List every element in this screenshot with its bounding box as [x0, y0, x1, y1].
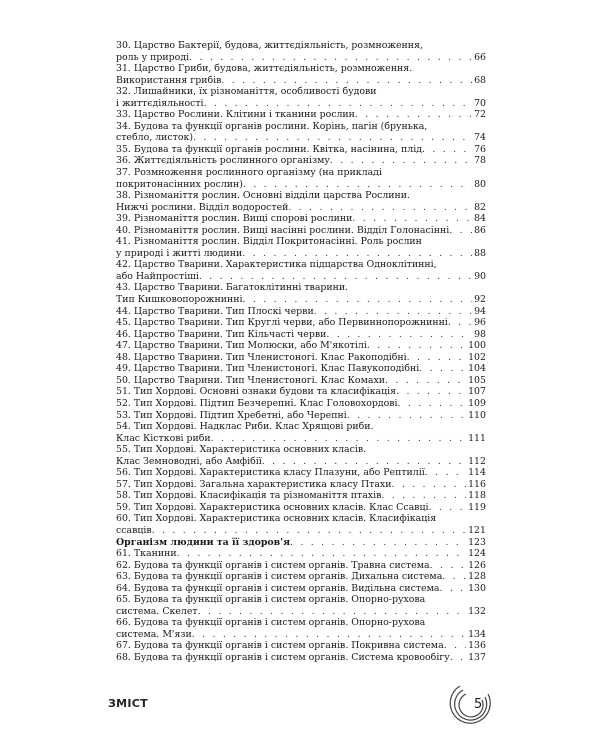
toc-entry-line — [116, 167, 486, 179]
toc-page-number: 78 — [474, 155, 486, 167]
toc-leader-dots — [449, 225, 472, 237]
toc-entry — [116, 479, 486, 491]
toc-entry-text: 66. Будова та функції органів і систем органів. Опорно-рухова — [116, 617, 426, 629]
toc-leader-dots — [152, 525, 466, 537]
toc-entry-text: 55. Тип Хордові. Характеристика основних класів. — [116, 444, 367, 456]
toc-leader-dots — [425, 467, 466, 479]
toc-entry — [116, 513, 486, 536]
toc-leader-dots — [381, 490, 466, 502]
toc-page-number: 76 — [474, 143, 486, 155]
toc-entry-line — [116, 594, 486, 606]
toc-leader-dots — [442, 571, 466, 583]
toc-entry-text: Тип Кишковопорожнинні — [116, 294, 243, 306]
toc-entry — [116, 190, 486, 213]
toc-leader-dots — [450, 652, 466, 664]
toc-entry-text: 50. Царство Тварини. Тип Членистоногі. Клас Комахи — [116, 374, 385, 386]
toc-entry-text: 33. Царство Рослини. Клітини і тканини рослин — [116, 109, 355, 121]
toc-page-number: 86 — [474, 224, 486, 236]
toc-entry-text: роль у природі — [116, 51, 190, 63]
toc-entry — [116, 571, 486, 583]
toc-entry-text: 39. Різноманіття рослин. Вищі спорові рослини — [116, 213, 353, 225]
toc-entry — [116, 306, 486, 318]
toc-entry-line — [116, 98, 486, 110]
toc-entry-text: 30. Царство Бактерії, будова, життєдіяльність, розмноження, — [116, 40, 423, 51]
toc-entry — [116, 317, 486, 329]
toc-entry — [116, 109, 486, 121]
toc-section-heading — [116, 537, 486, 549]
toc-entry-text: 42. Царство Тварини. Характеристика підцарства Одноклітинні, — [116, 259, 437, 271]
toc-page-number: 128 — [468, 571, 486, 583]
toc-entry-text: 31. Царство Гриби, будова, життєдіяльність, розмноження. — [116, 63, 413, 75]
toc-entry-text: або Найпростіші — [116, 270, 199, 282]
toc-page-number: 104 — [468, 363, 486, 375]
toc-leader-dots — [396, 386, 466, 398]
toc-entry-text: 52. Тип Хордові. Підтип Безчерепні. Клас Головохордові — [116, 397, 398, 409]
page-number: 5 — [474, 697, 483, 712]
toc-leader-dots — [204, 98, 473, 110]
toc-entry-line — [116, 179, 486, 191]
toc-entry-text: 57. Тип Хордові. Загальна характеристика класу Птахи — [116, 478, 392, 490]
toc-leader-dots — [290, 537, 466, 549]
toc-leader-dots — [439, 583, 466, 595]
toc-leader-dots — [198, 606, 466, 618]
toc-entry-text: стебло, листок) — [116, 132, 193, 144]
toc-entry-text: 49. Царство Тварини. Тип Членистоногі. Клас Павукоподібні — [116, 363, 420, 375]
toc-entry-line — [116, 467, 486, 479]
toc-leader-dots — [221, 75, 472, 87]
toc-page-number: 107 — [468, 386, 486, 398]
toc-page-number: 124 — [468, 548, 486, 560]
toc-entry — [116, 398, 486, 410]
toc-leader-dots — [326, 329, 472, 341]
toc-entry-line — [116, 40, 486, 52]
toc-entry-line — [116, 640, 486, 652]
toc-page-number: 134 — [468, 628, 486, 640]
toc-leader-dots — [189, 52, 472, 64]
toc-entry-line — [116, 490, 486, 502]
toc-entry-text: 48. Царство Тварини. Тип Членистоногі. Клас Ракоподібні — [116, 351, 407, 363]
toc-leader-dots — [192, 629, 466, 641]
toc-entry-line — [116, 236, 486, 248]
toc-entry-line — [116, 109, 486, 121]
toc-entry-line — [116, 617, 486, 629]
toc-entry-text: 47. Царство Тварини. Тип Молюски, або М'якотілі — [116, 340, 367, 352]
toc-entry-line — [116, 537, 486, 549]
toc-entry-text: 56. Тип Хордові. Характеристика класу Плазуни, або Рептилії — [116, 467, 425, 479]
toc-entry-text: 64. Будова та функції органів і систем органів. Видільна система — [116, 582, 440, 594]
toc-entry — [116, 421, 486, 444]
toc-entry-text: Організм людини та її здоров'я — [116, 536, 290, 548]
toc-leader-dots — [391, 479, 466, 491]
toc-entry-text: 43. Царство Тварини. Багатоклітинні тварини. — [116, 282, 349, 294]
toc-entry — [116, 86, 486, 109]
toc-entry — [116, 386, 486, 398]
toc-entry-line — [116, 202, 486, 214]
toc-leader-dots — [193, 132, 472, 144]
toc-leader-dots — [367, 340, 466, 352]
toc-page-number: 74 — [474, 132, 486, 144]
toc-page-number: 68 — [474, 74, 486, 86]
toc-entry — [116, 467, 486, 479]
toc-entry — [116, 375, 486, 387]
toc-leader-dots — [243, 294, 473, 306]
toc-entry-text: 32. Лишайники, їх різноманіття, особливості будови — [116, 86, 377, 98]
toc-page-number: 137 — [468, 651, 486, 663]
toc-entry-line — [116, 444, 486, 456]
toc-entry-line — [116, 294, 486, 306]
toc-leader-dots — [428, 502, 466, 514]
toc-entry-line — [116, 63, 486, 75]
toc-leader-dots — [352, 213, 472, 225]
toc-entry-line — [116, 421, 486, 433]
toc-entry — [116, 40, 486, 63]
toc-entry-text: система. Скелет — [116, 605, 198, 617]
toc-entry — [116, 144, 486, 156]
toc-entry-text: 45. Царство Тварини. Тип Круглі черви, або Первиннопорожнинні — [116, 317, 448, 329]
toc-entry-text: 53. Тип Хордові. Підтип Хребетні, або Черепні — [116, 409, 347, 421]
toc-entry — [116, 583, 486, 595]
toc-entry-line — [116, 352, 486, 364]
toc-entry-line — [116, 306, 486, 318]
toc-entry-line — [116, 271, 486, 283]
toc-leader-dots — [242, 248, 472, 260]
toc-entry-line — [116, 282, 486, 294]
toc-entry — [116, 490, 486, 502]
toc-entry-line — [116, 225, 486, 237]
table-of-contents — [116, 40, 486, 664]
toc-page-number: 82 — [474, 201, 486, 213]
toc-entry-text: 40. Різноманіття рослин. Вищі насінні рослини. Відділ Голонасінні — [116, 224, 450, 236]
toc-entry-line — [116, 340, 486, 352]
toc-entry-line — [116, 456, 486, 468]
toc-leader-dots — [419, 363, 466, 375]
toc-entry — [116, 121, 486, 144]
toc-entry-text: 59. Тип Хордові. Характеристика основних класів. Клас Ссавці — [116, 501, 429, 513]
toc-page-number: 98 — [474, 328, 486, 340]
toc-entry-text: 46. Царство Тварини. Тип Кільчасті черви — [116, 328, 327, 340]
toc-entry — [116, 640, 486, 652]
toc-page-number: 88 — [474, 247, 486, 259]
toc-leader-dots — [314, 306, 472, 318]
toc-entry-line — [116, 121, 486, 133]
toc-entry-text: 34. Будова та функції органів рослини. Корінь, пагін (брунька, — [116, 120, 428, 132]
toc-entry-line — [116, 144, 486, 156]
toc-entry — [116, 548, 486, 560]
toc-entry-line — [116, 479, 486, 491]
footer-section-label: ЗМІСТ — [108, 697, 148, 710]
toc-page-number: 110 — [468, 409, 486, 421]
toc-entry-line — [116, 52, 486, 64]
toc-entry-text: 61. Тканини — [116, 548, 177, 560]
toc-leader-dots — [430, 560, 466, 572]
toc-leader-dots — [448, 317, 472, 329]
toc-entry-text: Використання грибів — [116, 74, 222, 86]
toc-entry-line — [116, 513, 486, 525]
toc-entry-line — [116, 560, 486, 572]
toc-entry-line — [116, 629, 486, 641]
toc-entry-line — [116, 398, 486, 410]
toc-leader-dots — [199, 271, 472, 283]
toc-entry-line — [116, 433, 486, 445]
toc-entry — [116, 410, 486, 422]
toc-entry — [116, 282, 486, 305]
toc-entry-line — [116, 375, 486, 387]
toc-entry — [116, 340, 486, 352]
toc-entry-text: система. М'язи — [116, 628, 192, 640]
toc-page-number: 92 — [474, 294, 486, 306]
toc-entry-text: 41. Різноманіття рослин. Відділ Покритонасінні. Роль рослин — [116, 236, 422, 248]
toc-page-number: 118 — [468, 490, 486, 502]
toc-page-number: 111 — [468, 432, 486, 444]
toc-entry-text: 60. Тип Хордові. Характеристика основних класів. Класифікація — [116, 513, 437, 525]
toc-leader-dots — [262, 456, 466, 468]
toc-entry-line — [116, 259, 486, 271]
toc-entry — [116, 63, 486, 86]
toc-entry-line — [116, 190, 486, 202]
toc-page-number: 66 — [474, 51, 486, 63]
toc-entry-line — [116, 155, 486, 167]
toc-entry — [116, 444, 486, 467]
toc-page-number: 94 — [474, 305, 486, 317]
toc-entry-line — [116, 329, 486, 341]
toc-entry-line — [116, 213, 486, 225]
toc-leader-dots — [211, 433, 466, 445]
toc-entry — [116, 225, 486, 237]
toc-entry-line — [116, 652, 486, 664]
toc-entry — [116, 329, 486, 341]
toc-entry-text: 36. Життєдіяльність рослинного організму — [116, 155, 330, 167]
toc-page-number: 72 — [474, 109, 486, 121]
toc-entry-line — [116, 75, 486, 87]
toc-leader-dots — [444, 640, 466, 652]
toc-leader-dots — [422, 144, 472, 156]
toc-entry-text: 65. Будова та функції органів і систем органів. Опорно-рухова — [116, 594, 426, 606]
toc-entry-line — [116, 317, 486, 329]
toc-page-number: 70 — [474, 97, 486, 109]
toc-entry-text: і життєдіяльності — [116, 97, 204, 109]
toc-entry-line — [116, 132, 486, 144]
toc-page-number: 102 — [468, 351, 486, 363]
toc-entry — [116, 594, 486, 617]
toc-entry-text: 54. Тип Хордові. Надклас Риби. Клас Хрящові риби. — [116, 421, 374, 433]
toc-entry — [116, 502, 486, 514]
toc-page-number: 126 — [468, 559, 486, 571]
toc-entry-text: ссавців — [116, 524, 152, 536]
toc-leader-dots — [385, 375, 466, 387]
toc-leader-dots — [288, 202, 472, 214]
toc-entry-text: Клас Земноводні, або Амфібії — [116, 455, 262, 467]
toc-leader-dots — [398, 398, 467, 410]
toc-entry — [116, 617, 486, 640]
toc-page-number: 90 — [474, 270, 486, 282]
toc-entry-text: 35. Будова та функції органів рослини. Квітка, насінина, плід — [116, 143, 422, 155]
toc-leader-dots — [407, 352, 466, 364]
toc-entry-text: 37. Розмноження рослинного організму (на прикладі — [116, 167, 382, 179]
toc-leader-dots — [330, 155, 472, 167]
toc-page-number: 116 — [468, 478, 486, 490]
toc-entry-text: 68. Будова та функції органів і систем органів. Система кровообігу — [116, 651, 450, 663]
toc-entry-text: 38. Різноманіття рослин. Основні відділи царства Рослини. — [116, 190, 411, 202]
toc-entry-line — [116, 583, 486, 595]
toc-page-number: 119 — [468, 501, 486, 513]
toc-entry-text: 44. Царство Тварини. Тип Плоскі черви — [116, 305, 314, 317]
toc-entry-text: у природі і житті людини — [116, 247, 243, 259]
toc-page-number: 109 — [468, 397, 486, 409]
toc-page-number: 112 — [468, 455, 486, 467]
toc-entry-text: 63. Будова та функції органів і систем органів. Дихальна система — [116, 571, 443, 583]
toc-entry-text: 58. Тип Хордові. Класифікація та різноманіття птахів — [116, 490, 382, 502]
page-number-badge-icon — [448, 680, 494, 726]
toc-entry — [116, 259, 486, 282]
toc-leader-dots — [347, 410, 466, 422]
toc-page-number: 105 — [468, 374, 486, 386]
toc-page-number: 80 — [474, 178, 486, 190]
toc-entry — [116, 167, 486, 190]
toc-entry — [116, 652, 486, 664]
toc-page-number: 121 — [468, 524, 486, 536]
toc-entry-line — [116, 248, 486, 260]
toc-entry-text: Клас Кісткові риби — [116, 432, 211, 444]
toc-page-number: 114 — [468, 467, 486, 479]
toc-entry-line — [116, 363, 486, 375]
toc-page-number: 130 — [468, 582, 486, 594]
toc-entry-line — [116, 571, 486, 583]
toc-entry-line — [116, 386, 486, 398]
toc-entry-line — [116, 606, 486, 618]
toc-page-number: 136 — [468, 640, 486, 652]
toc-page-number: 132 — [468, 605, 486, 617]
toc-entry-text: покритонасінних рослин) — [116, 178, 243, 190]
toc-entry — [116, 560, 486, 572]
toc-entry-line — [116, 410, 486, 422]
toc-entry-line — [116, 502, 486, 514]
toc-entry-text: 51. Тип Хордові. Основні ознаки будови та класифікація — [116, 386, 397, 398]
toc-entry — [116, 352, 486, 364]
toc-page-number: 84 — [474, 213, 486, 225]
toc-entry-line — [116, 525, 486, 537]
toc-page-number: 123 — [468, 536, 486, 548]
toc-entry-text: 62. Будова та функції органів і систем органів. Травна система — [116, 559, 430, 571]
toc-entry — [116, 236, 486, 259]
toc-leader-dots — [355, 109, 472, 121]
toc-entry — [116, 363, 486, 375]
toc-entry — [116, 155, 486, 167]
toc-entry-line — [116, 86, 486, 98]
toc-leader-dots — [243, 179, 472, 191]
toc-leader-dots — [177, 548, 467, 560]
toc-entry — [116, 213, 486, 225]
toc-entry-line — [116, 548, 486, 560]
toc-page-number: 100 — [468, 340, 486, 352]
toc-page-number: 96 — [474, 317, 486, 329]
toc-entry-text: 67. Будова та функції органів і систем органів. Покривна система — [116, 640, 444, 652]
toc-entry-text: Нижчі рослини. Відділ водоростей — [116, 201, 289, 213]
